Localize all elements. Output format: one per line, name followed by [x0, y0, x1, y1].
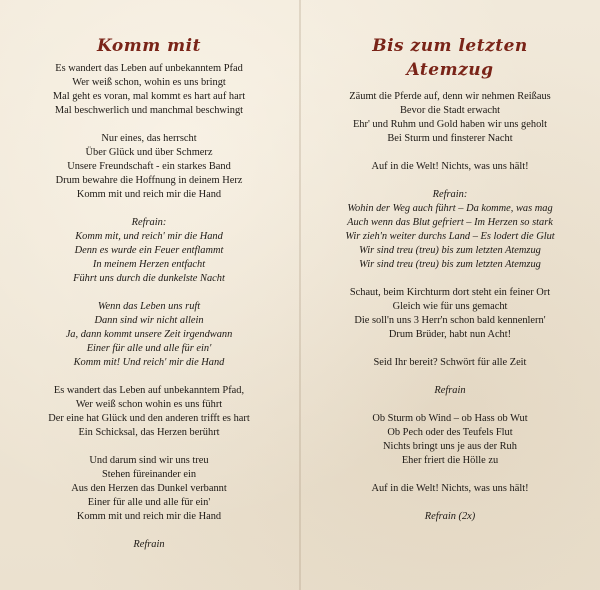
lyric-line: Ein Schicksal, das Herzen berührt — [78, 427, 220, 438]
lyric-line: Drum Brüder, habt nun Acht! — [388, 329, 512, 340]
lyric-line: Wir zieh'n weiter durchs Land – Es lodert die Glut — [345, 231, 555, 242]
stanza-gap — [300, 370, 600, 384]
lyric-line: Eher friert die Hölle zu — [401, 455, 499, 466]
lyric-line: Einer für alle und alle für ein' — [86, 343, 212, 354]
stanza-gap — [300, 342, 600, 356]
lyric-line: Drum bewahre die Hoffnung in deinem Herz — [55, 175, 243, 186]
lyric-line: Der eine hat Glück und den anderen trifft es hart — [48, 413, 250, 424]
lyric-line: Zäumt die Pferde auf, denn wir nehmen Reißaus — [349, 91, 551, 102]
lyric-line: Komm mit und reich mir die Hand — [76, 511, 222, 522]
title-line-2: Atemzug — [406, 60, 494, 80]
stanza-gap — [0, 202, 298, 216]
stanza — [300, 482, 600, 496]
stanza — [300, 286, 600, 342]
stanza-gap — [300, 174, 600, 188]
lyric-line: Komm mit, und reich' mir die Hand — [75, 231, 223, 242]
lyrics-komm-mit — [0, 62, 298, 552]
lyric-line: Refrain (2x) — [424, 511, 476, 522]
lyric-line: Dann sind wir nicht allein — [94, 315, 204, 326]
stanza-gap — [300, 272, 600, 286]
lyric-line: Refrain: — [432, 189, 468, 200]
lyric-line: Ob Sturm ob Wind – ob Hass ob Wut — [372, 413, 528, 424]
lyric-line: Wir sind treu (treu) bis zum letzten Atemzug — [359, 245, 541, 256]
stanza-gap — [0, 118, 298, 132]
stanza-gap — [0, 440, 298, 454]
lyric-line: Gleich wie für uns gemacht — [392, 301, 508, 312]
lyric-line: Es wandert das Leben auf unbekanntem Pfad — [55, 63, 243, 74]
stanza-gap — [0, 286, 298, 300]
lyric-line: Auf in die Welt! Nichts, was uns hält! — [371, 483, 529, 494]
lyric-line: Refrain — [434, 385, 466, 396]
right-column — [300, 0, 600, 524]
lyric-line: Wer weiß schon, wohin es uns bringt — [72, 77, 226, 88]
stanza — [0, 216, 298, 286]
lyric-line: Ehr' und Ruhm und Gold haben wir uns geholt — [352, 119, 548, 130]
lyric-line: Refrain: — [131, 217, 167, 228]
lyric-line: Führt uns durch die dunkelste Nacht — [73, 273, 225, 284]
song-title-bis-zum-letzten-atemzug — [300, 34, 600, 90]
song-title-komm-mit: Komm mit — [97, 36, 201, 56]
stanza-gap — [300, 468, 600, 482]
lyric-line: Bevor die Stadt erwacht — [399, 105, 501, 116]
stanza-gap — [300, 398, 600, 412]
lyric-line: In meinem Herzen entfacht — [92, 259, 206, 270]
lyric-line: Bei Sturm und finsterer Nacht — [387, 133, 513, 144]
lyric-line: Aus den Herzen das Dunkel verbannt — [71, 483, 227, 494]
stanza — [300, 510, 600, 524]
lyric-line: Komm mit und reich mir die Hand — [76, 189, 222, 200]
title-line-1: Bis zum letzten — [372, 36, 528, 56]
lyric-line: Mal beschwerlich und manchmal beschwingt — [54, 105, 244, 116]
lyric-line: Die soll'n uns 3 Herr'n schon bald kennenlern' — [354, 315, 546, 326]
stanza — [300, 160, 600, 174]
stanza — [300, 356, 600, 370]
lyric-line: Über Glück und über Schmerz — [85, 147, 213, 158]
lyric-line: Wir sind treu (treu) bis zum letzten Atemzug — [359, 259, 541, 270]
lyric-line: Seid Ihr bereit? Schwört für alle Zeit — [373, 357, 527, 368]
stanza-gap — [0, 524, 298, 538]
stanza — [300, 412, 600, 468]
stanza-gap — [0, 370, 298, 384]
stanza-gap — [300, 496, 600, 510]
stanza — [0, 132, 298, 202]
lyric-line: Einer für alle und alle für ein' — [87, 497, 211, 508]
stanza — [300, 384, 600, 398]
lyric-line: Wenn das Leben uns ruft — [97, 301, 201, 312]
lyric-line: Denn es wurde ein Feuer entflammt — [74, 245, 224, 256]
lyric-line: Stehen füreinander ein — [101, 469, 197, 480]
lyric-line: Auch wenn das Blut gefriert – Im Herzen so stark — [347, 217, 553, 228]
lyric-line: Es wandert das Leben auf unbekanntem Pfad, — [53, 385, 245, 396]
lyric-line: Und darum sind wir uns treu — [89, 455, 209, 466]
lyric-line: Auf in die Welt! Nichts, was uns hält! — [371, 161, 529, 172]
lyric-line: Wer weiß schon wohin es uns führt — [75, 399, 223, 410]
lyric-line: Schaut, beim Kirchturm dort steht ein feiner Ort — [349, 287, 551, 298]
stanza — [0, 538, 298, 552]
stanza — [300, 90, 600, 146]
lyrics-bis-zum-letzten-atemzug — [300, 90, 600, 524]
stanza-gap — [300, 146, 600, 160]
lyric-line: Refrain — [133, 539, 165, 550]
lyric-line: Unsere Freundschaft - ein starkes Band — [67, 161, 231, 172]
stanza — [0, 300, 298, 370]
lyric-line: Ob Pech oder des Teufels Flut — [387, 427, 513, 438]
stanza — [0, 384, 298, 440]
lyric-line: Komm mit! Und reich' mir die Hand — [73, 357, 225, 368]
stanza — [0, 62, 298, 118]
lyric-line: Ja, dann kommt unsere Zeit irgendwann — [65, 329, 233, 340]
lyric-line: Nur eines, das herrscht — [101, 133, 197, 144]
left-column — [0, 0, 298, 552]
lyric-line: Nichts bringt uns je aus der Ruh — [383, 441, 517, 452]
lyric-line: Mal geht es voran, mal kommt es hart auf hart — [52, 91, 246, 102]
stanza — [300, 188, 600, 272]
stanza — [0, 454, 298, 524]
lyric-line: Wohin der Weg auch führt – Da komme, was mag — [347, 203, 553, 214]
